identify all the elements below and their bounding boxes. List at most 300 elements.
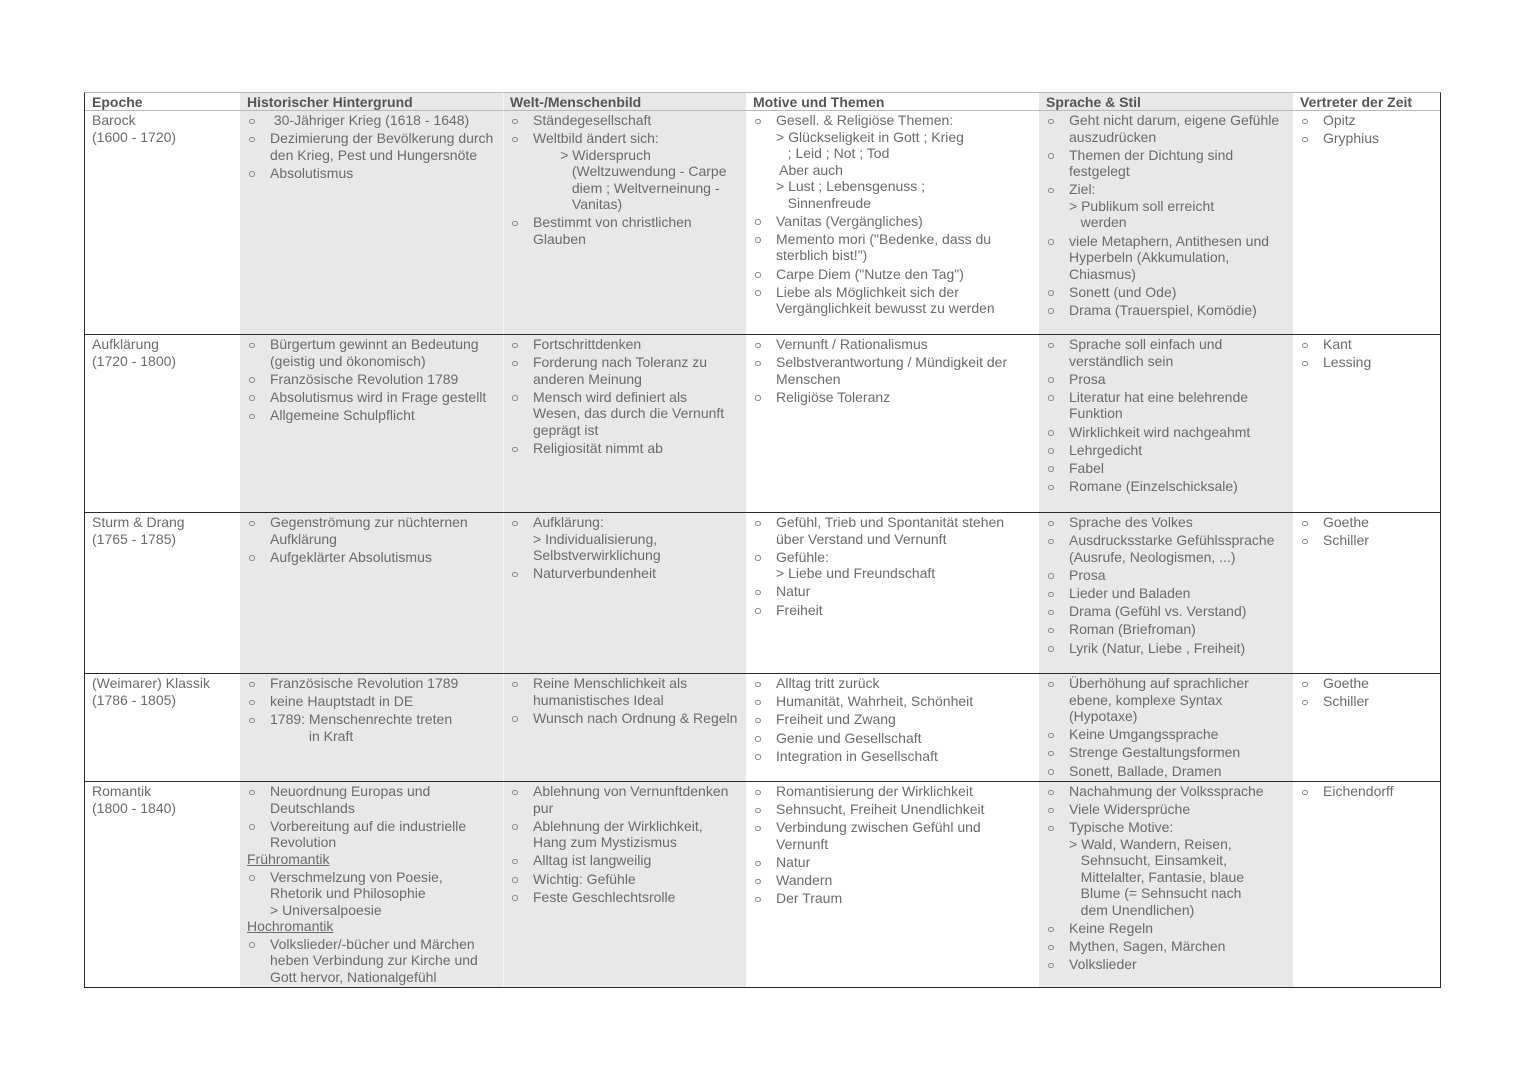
list-item-text: Französische Revolution 1789: [270, 370, 459, 387]
list-item: [240, 783, 500, 816]
list-item: [503, 818, 743, 851]
list-item: [1293, 514, 1437, 531]
bullet-icon: [755, 754, 761, 760]
bullet-icon: [1048, 769, 1054, 775]
list-item: [240, 869, 500, 919]
bullet-icon: [1048, 448, 1054, 454]
list-item-text: Aufklärung: > Individualisierung, Selbstverwirklichung: [533, 514, 661, 563]
list-item-text: Natur: [776, 583, 811, 600]
menschenbild-cell: [503, 782, 746, 987]
list-item-text: Keine Regeln: [1069, 920, 1154, 937]
bullet-icon: [249, 377, 255, 383]
bullet-icon: [755, 736, 761, 742]
list-item: [1039, 514, 1290, 531]
list-item: [1039, 336, 1290, 369]
bullet-icon: [249, 875, 255, 881]
list-item: [240, 675, 500, 692]
list-item-text: Alltag tritt zurück: [776, 675, 880, 691]
list-item: [1039, 147, 1290, 180]
bullet-icon: [249, 395, 255, 401]
list-item: [746, 602, 1036, 619]
bullet-icon: [1048, 343, 1054, 349]
bullet-icon: [1048, 826, 1054, 832]
list-item: [1039, 920, 1290, 937]
bullet-icon: [755, 272, 761, 278]
list-item-text: Lieder und Baladen: [1069, 585, 1191, 602]
list-item: [1039, 585, 1290, 602]
list-item: [503, 852, 743, 869]
bullet-icon: [249, 414, 255, 420]
bullet-icon: [512, 119, 518, 125]
list-item: [240, 389, 500, 406]
bullet-icon: [512, 343, 518, 349]
bullet-icon: [755, 219, 761, 225]
bullet-icon: [755, 237, 761, 243]
bullet-icon: [512, 521, 518, 527]
list-item-text: Gryphius: [1323, 130, 1380, 147]
bullet-icon: [512, 395, 518, 401]
list-item-text: Carpe Diem ("Nutze den Tag"): [776, 265, 964, 282]
list-item: [746, 284, 1036, 317]
bullet-icon: [512, 877, 518, 883]
bullet-icon: [755, 555, 761, 561]
list-item-text: Bestimmt von christlichen Glauben: [533, 214, 692, 247]
table-row: [85, 781, 1440, 987]
list-item: [503, 710, 743, 727]
list-item-text: Kant: [1323, 336, 1352, 352]
list-item: [1039, 460, 1290, 477]
list-item-text: Gefühl, Trieb und Spontanität stehen über Verstand und Vernunft: [776, 514, 1005, 547]
bullet-icon: [755, 790, 761, 796]
header-historischer-hintergrund: Historischer Hintergrund: [240, 93, 503, 110]
bullet-icon: [1302, 521, 1308, 527]
motive-cell: [746, 111, 1039, 334]
list-item: [746, 711, 1036, 728]
list-item: [1293, 112, 1437, 129]
bullet-icon: [1048, 573, 1054, 579]
list-item: [1039, 532, 1290, 565]
bullet-icon: [755, 700, 761, 706]
bullet-icon: [1048, 119, 1054, 125]
list-item-text: Viele Widersprüche: [1069, 801, 1191, 818]
list-item: [1039, 181, 1290, 231]
list-item: [746, 266, 1036, 283]
bullet-icon: [755, 897, 761, 903]
list-item-text: Allgemeine Schulpflicht: [270, 407, 415, 424]
bullet-icon: [1048, 592, 1054, 598]
table-row: [85, 512, 1440, 673]
list-item-text: Lessing: [1323, 354, 1372, 371]
bullet-icon: [1048, 239, 1054, 245]
list-item: [1293, 336, 1437, 353]
subheading: Frühromantik: [247, 850, 330, 867]
list-item: [1039, 478, 1290, 495]
list-item: [240, 130, 500, 163]
list-item: [240, 818, 500, 851]
vertreter-cell: [1293, 674, 1440, 781]
list-item-text: Romane (Einzelschicksale): [1069, 478, 1238, 495]
bullet-icon: [249, 824, 255, 830]
list-item: [1293, 130, 1437, 147]
list-item-text: Gefühle: > Liebe und Freundschaft: [776, 548, 936, 582]
list-item-text: Freiheit und Zwang: [776, 711, 896, 728]
list-item-text: Geht nicht darum, eigene Gefühle auszudrücken: [1069, 112, 1280, 145]
menschenbild-cell: [503, 111, 746, 334]
bullet-icon: [512, 137, 518, 143]
list-item-text: Literatur hat eine belehrende Funktion: [1069, 388, 1249, 422]
bullet-icon: [512, 221, 518, 227]
list-item-text: Schiller: [1323, 693, 1369, 710]
list-item: [503, 440, 743, 457]
bullet-icon: [512, 447, 518, 453]
sprache-cell: [1039, 782, 1293, 987]
bullet-icon: [755, 290, 761, 296]
list-item-text: Typische Motive: > Wald, Wandern, Reisen, Sehnsucht, Einsamkeit, Mittelalter, Fantasie, blaue Blume (= Sehnsucht nach dem Unendlichen): [1069, 819, 1245, 918]
bullet-icon: [755, 119, 761, 125]
list-item: [746, 389, 1036, 406]
list-item-text: Wandern: [776, 872, 833, 889]
list-item-text: Schiller: [1323, 532, 1369, 549]
list-item-text: Lehrgedicht: [1069, 441, 1143, 458]
list-item: [240, 936, 500, 986]
list-item-text: Drama (Trauerspiel, Komödie): [1069, 301, 1257, 318]
list-item-text: Ablehnung der Wirklichkeit, Hang zum Mystizismus: [533, 817, 703, 851]
list-item: [1039, 424, 1290, 441]
epoche-cell: Romantik (1800 - 1840): [92, 783, 177, 816]
list-item: [503, 130, 743, 213]
bullet-icon: [1048, 521, 1054, 527]
list-item: [1293, 532, 1437, 549]
list-item: [746, 213, 1036, 230]
epoche-cell: Aufklärung (1720 - 1800): [92, 336, 177, 369]
list-item: [240, 711, 500, 744]
bullet-icon: [755, 608, 761, 614]
list-item: [1039, 302, 1290, 319]
table-row: [85, 111, 1440, 334]
bullet-icon: [512, 859, 518, 865]
list-item: [503, 675, 743, 708]
header-epoche: Epoche: [92, 93, 143, 110]
bullet-icon: [755, 521, 761, 527]
list-item-text: Sonett, Ballade, Dramen: [1069, 762, 1222, 779]
list-item-text: Keine Umgangssprache: [1069, 726, 1219, 743]
bullet-icon: [249, 942, 255, 948]
bullet-icon: [1048, 927, 1054, 933]
list-item-text: Französische Revolution 1789: [270, 675, 459, 691]
list-item: [503, 514, 743, 564]
epoche-cell: Sturm & Drang (1765 - 1785): [92, 514, 185, 547]
list-item: [1039, 763, 1290, 780]
list-item-text: Dezimierung der Bevölkerung durch den Krieg, Pest und Hungersnöte: [270, 130, 494, 163]
header-row: [85, 93, 1440, 111]
list-item: [746, 748, 1036, 765]
list-item-text: Wichtig: Gefühle: [533, 870, 636, 887]
list-item: [746, 675, 1036, 692]
list-item-text: Opitz: [1323, 112, 1356, 128]
list-item-text: Integration in Gesellschaft: [776, 747, 938, 764]
menschenbild-cell: [503, 513, 746, 673]
list-item-text: Mythen, Sagen, Märchen: [1069, 938, 1226, 955]
list-item: [746, 872, 1036, 889]
list-item-text: Eichendorff: [1323, 783, 1394, 799]
list-item-text: Fortschrittdenken: [533, 336, 642, 352]
list-item: [746, 783, 1036, 800]
vertreter-cell: [1293, 513, 1440, 673]
list-item: [503, 214, 743, 247]
bullet-icon: [512, 895, 518, 901]
motive-cell: [746, 674, 1039, 781]
list-item: [746, 890, 1036, 907]
list-item: [746, 336, 1036, 353]
table-row: [85, 334, 1440, 512]
bullet-icon: [1048, 377, 1054, 383]
bullet-icon: [1302, 700, 1308, 706]
list-item-text: Neuordnung Europas und Deutschlands: [270, 783, 431, 816]
bullet-icon: [1048, 188, 1054, 194]
list-item: [1293, 693, 1437, 710]
bullet-icon: [755, 682, 761, 688]
bullet-icon: [1048, 682, 1054, 688]
bullet-icon: [755, 590, 761, 596]
bullet-icon: [1048, 646, 1054, 652]
list-item: [746, 514, 1036, 547]
list-item-text: Volkslieder/-bücher und Märchen heben Verbindung zur Kirche und Gott hervor, Nationalgefühl: [270, 935, 478, 985]
bullet-icon: [249, 555, 255, 561]
list-item-text: Mensch wird definiert als Wesen, das durch die Vernunft geprägt ist: [533, 388, 725, 438]
table-row: [85, 673, 1440, 781]
list-item: [240, 165, 500, 182]
bullet-icon: [1048, 751, 1054, 757]
list-item: [503, 871, 743, 888]
list-item: [1039, 284, 1290, 301]
list-item: [240, 693, 500, 710]
list-item: [746, 693, 1036, 710]
list-item-text: Lyrik (Natur, Liebe , Freiheit): [1069, 639, 1246, 656]
list-item: [1039, 112, 1290, 145]
list-item: [1039, 389, 1290, 422]
list-item-text: Gesell. & Religiöse Themen: > Glückseligkeit in Gott ; Krieg ; Leid ; Not ; Tod Aber auch > Lust ; Lebensgenuss ; Sinnenfreude: [776, 112, 964, 211]
bullet-icon: [512, 682, 518, 688]
list-item-text: Religiöse Toleranz: [776, 388, 891, 405]
list-item: [1039, 621, 1290, 638]
list-item-text: Bürgertum gewinnt an Bedeutung (geistig und ökonomisch): [270, 336, 479, 369]
bullet-icon: [249, 171, 255, 177]
vertreter-cell: [1293, 335, 1440, 512]
list-item-text: Drama (Gefühl vs. Verstand): [1069, 603, 1247, 620]
list-item: [240, 514, 500, 547]
list-item: [503, 889, 743, 906]
bullet-icon: [249, 521, 255, 527]
list-item-text: Themen der Dichtung sind festgelegt: [1069, 146, 1234, 180]
bullet-icon: [512, 361, 518, 367]
list-item-text: keine Hauptstadt in DE: [270, 693, 414, 710]
list-item-text: Vorbereitung auf die industrielle Revolution: [270, 817, 467, 851]
list-item-text: Aufgeklärter Absolutismus: [270, 548, 432, 565]
list-item-text: Reine Menschlichkeit als humanistisches Ideal: [533, 675, 688, 708]
list-item: [1039, 801, 1290, 818]
list-item: [746, 819, 1036, 852]
list-item-text: Gegenströmung zur nüchternen Aufklärung: [270, 514, 468, 547]
epoche-cell: (Weimarer) Klassik (1786 - 1805): [92, 675, 210, 708]
motive-cell: [746, 782, 1039, 987]
list-item: [240, 112, 500, 129]
header-sprache-stil: Sprache & Stil: [1039, 93, 1293, 110]
bullet-icon: [1048, 430, 1054, 436]
bullet-icon: [755, 718, 761, 724]
list-item: [1293, 783, 1437, 800]
bullet-icon: [1048, 628, 1054, 634]
bullet-icon: [249, 682, 255, 688]
motive-cell: [746, 335, 1039, 512]
list-item: [240, 336, 500, 369]
list-item-text: Naturverbundenheit: [533, 565, 656, 582]
list-item-text: Vanitas (Vergängliches): [776, 212, 923, 229]
list-item: [1039, 956, 1290, 973]
list-item-text: Humanität, Wahrheit, Schönheit: [776, 693, 974, 710]
list-item-text: Religiosität nimmt ab: [533, 440, 663, 457]
bullet-icon: [1048, 153, 1054, 159]
hintergrund-cell: [240, 513, 503, 673]
bullet-icon: [512, 572, 518, 578]
list-item-text: Vernunft / Rationalismus: [776, 336, 928, 352]
sprache-cell: [1039, 674, 1293, 781]
bullet-icon: [512, 716, 518, 722]
sprache-cell: [1039, 111, 1293, 334]
list-item-text: Roman (Briefroman): [1069, 621, 1196, 638]
list-item: [746, 801, 1036, 818]
list-item-text: Nachahmung der Volkssprache: [1069, 783, 1264, 799]
list-item: [1039, 603, 1290, 620]
list-item-text: Memento mori ("Bedenke, dass du sterblich bist!"): [776, 230, 992, 264]
bullet-icon: [1048, 485, 1054, 491]
bullet-icon: [1048, 790, 1054, 796]
list-item: [1039, 640, 1290, 657]
list-item: [503, 565, 743, 582]
list-item: [1039, 675, 1290, 725]
list-item: [746, 354, 1036, 387]
bullet-icon: [755, 879, 761, 885]
list-item-text: viele Metaphern, Antithesen und Hyperbeln (Akkumulation, Chiasmus): [1069, 232, 1270, 282]
bullet-icon: [1048, 539, 1054, 545]
bullet-icon: [249, 343, 255, 349]
hintergrund-cell: [240, 335, 503, 512]
bullet-icon: [755, 861, 761, 867]
bullet-icon: [755, 826, 761, 832]
list-item: [746, 583, 1036, 600]
bullet-icon: [1048, 290, 1054, 296]
list-item-text: Romantisierung der Wirklichkeit: [776, 783, 973, 799]
subheading: Hochromantik: [247, 918, 334, 935]
list-item: [1039, 567, 1290, 584]
list-item-text: Wunsch nach Ordnung & Regeln: [533, 709, 738, 726]
hintergrund-cell: [240, 782, 503, 987]
header-vertreter: Vertreter der Zeit: [1300, 93, 1413, 110]
bullet-icon: [249, 119, 255, 125]
list-item-text: Sehnsucht, Freiheit Unendlichkeit: [776, 801, 985, 818]
bullet-icon: [249, 700, 255, 706]
header-motive-themen: Motive und Themen: [753, 93, 885, 110]
list-item-text: Ziel: > Publikum soll erreicht werden: [1069, 181, 1215, 231]
bullet-icon: [755, 395, 761, 401]
menschenbild-cell: [503, 335, 746, 512]
list-item-text: Feste Geschlechtsrolle: [533, 888, 676, 905]
list-item: [240, 407, 500, 424]
bullet-icon: [1048, 610, 1054, 616]
list-item-text: Sprache des Volkes: [1069, 514, 1193, 530]
bullet-icon: [1302, 137, 1308, 143]
list-item: [240, 549, 500, 566]
list-item-text: Forderung nach Toleranz zu anderen Meinung: [533, 354, 708, 387]
hintergrund-cell: [240, 111, 503, 334]
list-item: [1039, 819, 1290, 918]
sprache-cell: [1039, 335, 1293, 512]
vertreter-cell: [1293, 111, 1440, 334]
list-item-text: Alltag ist langweilig: [533, 852, 652, 869]
list-item-text: Goethe: [1323, 675, 1369, 691]
list-item: [503, 783, 743, 816]
sprache-cell: [1039, 513, 1293, 673]
bullet-icon: [1302, 539, 1308, 545]
bullet-icon: [1302, 343, 1308, 349]
list-item: [746, 730, 1036, 747]
list-item-text: Ständegesellschaft: [533, 112, 652, 128]
list-item-text: Absolutismus wird in Frage gestellt: [270, 388, 487, 405]
list-item-text: Fabel: [1069, 459, 1105, 476]
list-item: [1039, 233, 1290, 283]
bullet-icon: [1302, 682, 1308, 688]
list-item-text: Freiheit: [776, 601, 823, 618]
bullet-icon: [249, 718, 255, 724]
bullet-icon: [1302, 361, 1308, 367]
list-item-text: Verschmelzung von Poesie, Rhetorik und Philosophie > Universalpoesie: [270, 868, 443, 918]
list-item: [746, 112, 1036, 211]
bullet-icon: [755, 808, 761, 814]
list-item-text: Wirklichkeit wird nachgeahmt: [1069, 423, 1251, 440]
list-item: [746, 549, 1036, 582]
list-item-text: Verbindung zwischen Gefühl und Vernunft: [776, 819, 981, 852]
list-item: [746, 854, 1036, 871]
list-item-text: Strenge Gestaltungsformen: [1069, 744, 1241, 761]
list-item-text: Volkslieder: [1069, 956, 1137, 973]
list-item-text: Prosa: [1069, 370, 1106, 387]
list-item-text: Der Traum: [776, 890, 843, 907]
list-item-text: Liebe als Möglichkeit sich der Vergänglichkeit bewusst zu werden: [776, 283, 995, 317]
list-item: [1039, 744, 1290, 761]
vertreter-cell: [1293, 782, 1440, 987]
epoche-cell: Barock (1600 - 1720): [92, 112, 177, 145]
list-item-text: Überhöhung auf sprachlicher ebene, komplexe Syntax (Hypotaxe): [1069, 675, 1249, 724]
list-item-text: Ausdrucksstarke Gefühlssprache (Ausrufe, Neologismen, ...): [1069, 532, 1275, 565]
bullet-icon: [1048, 395, 1054, 401]
list-item-text: Goethe: [1323, 514, 1369, 530]
list-item: [503, 354, 743, 387]
list-item-text: Natur: [776, 854, 811, 871]
list-item: [1039, 371, 1290, 388]
bullet-icon: [1302, 119, 1308, 125]
epochen-table: [84, 92, 1441, 988]
bullet-icon: [1048, 466, 1054, 472]
list-item: [1039, 783, 1290, 800]
list-item: [1039, 442, 1290, 459]
bullet-icon: [1048, 963, 1054, 969]
list-item-text: Weltbild ändert sich: > Widerspruch (Weltzuwendung - Carpe diem ; Weltverneinung - Vanitas): [533, 130, 727, 213]
list-item: [1293, 675, 1437, 692]
list-item-text: Ablehnung von Vernunftdenken pur: [533, 783, 729, 816]
list-item: [1293, 354, 1437, 371]
bullet-icon: [1048, 733, 1054, 739]
motive-cell: [746, 513, 1039, 673]
bullet-icon: [512, 824, 518, 830]
